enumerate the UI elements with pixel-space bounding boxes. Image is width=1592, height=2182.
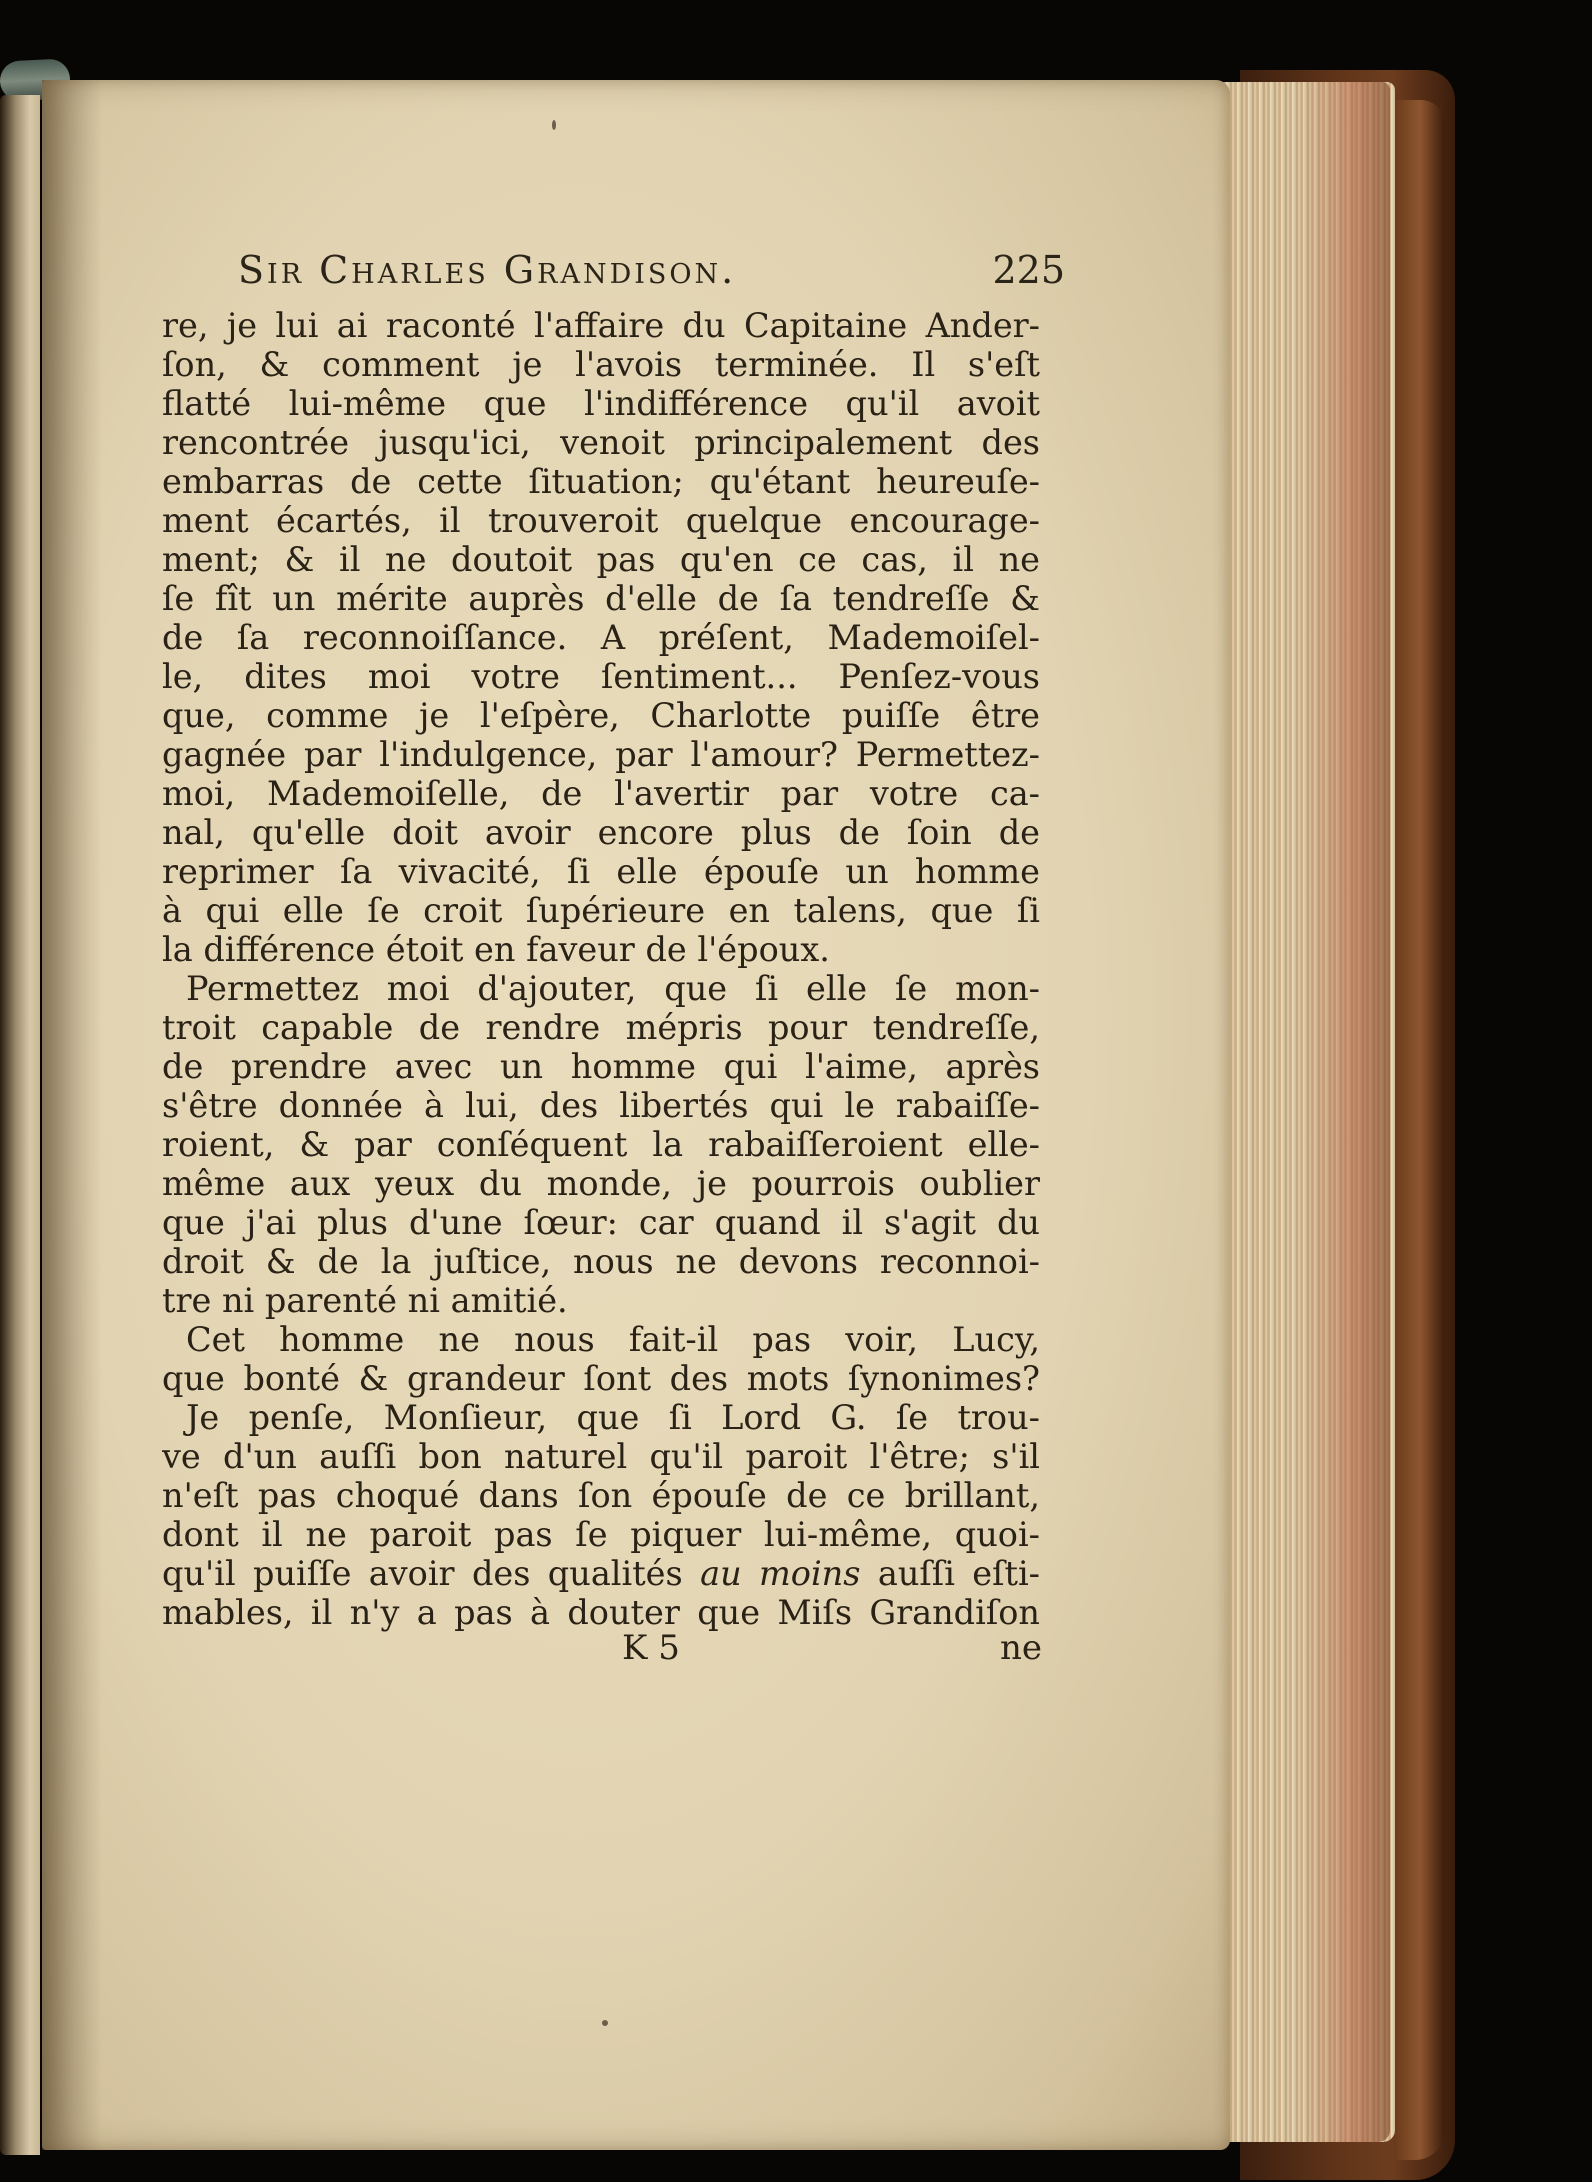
text-line: de ſa reconnoiſſance. A préſent, Mademoiſel- bbox=[162, 618, 1040, 657]
red-edge-tint bbox=[1300, 82, 1390, 2142]
text-line bbox=[162, 1554, 1040, 1593]
text-line: gagnée par l'indulgence, par l'amour? Permettez- bbox=[162, 735, 1040, 774]
paper-speck bbox=[552, 120, 556, 130]
running-head: Sir Charles Grandison. bbox=[238, 248, 737, 292]
cover-edge bbox=[1395, 100, 1445, 2160]
text-line: ſe fît un mérite auprès d'elle de ſa tendreſſe & bbox=[162, 579, 1040, 618]
text-line: ment; & il ne doutoit pas qu'en ce cas, il ne bbox=[162, 540, 1040, 579]
text-line: de prendre avec un homme qui l'aime, après bbox=[162, 1047, 1040, 1086]
italic-phrase: au moins bbox=[700, 1554, 861, 1593]
text-line: droit & de la juſtice, nous ne devons reconnoi- bbox=[162, 1242, 1040, 1281]
text-segment: auſſi eſti- bbox=[877, 1554, 1040, 1593]
book-page bbox=[42, 80, 1230, 2150]
text-line: flatté lui-même que l'indifférence qu'il avoit bbox=[162, 384, 1040, 423]
text-line: que bonté & grandeur ſont des mots ſynonimes? bbox=[162, 1359, 1040, 1398]
text-line: à qui elle ſe croit ſupérieure en talens, que ſi bbox=[162, 891, 1040, 930]
text-line: que j'ai plus d'une ſœur: car quand il s'agit du bbox=[162, 1203, 1040, 1242]
text-line: ment écartés, il trouveroit quelque encourage- bbox=[162, 501, 1040, 540]
text-line: embarras de cette ſituation; qu'étant heureuſe- bbox=[162, 462, 1040, 501]
text-line: la différence étoit en faveur de l'époux. bbox=[162, 930, 830, 969]
text-segment: qu'il puiſſe avoir des qualités bbox=[162, 1554, 683, 1593]
text-line: mables, il n'y a pas à douter que Miſs Grandiſon bbox=[162, 1593, 1040, 1632]
text-line: re, je lui ai raconté l'affaire du Capitaine Ander- bbox=[162, 306, 1040, 345]
text-line: dont il ne paroit pas ſe piquer lui-même, quoi- bbox=[162, 1515, 1040, 1554]
text-line: Cet homme ne nous fait-il pas voir, Lucy, bbox=[186, 1320, 1040, 1359]
previous-page-edge bbox=[0, 95, 40, 2155]
text-line: ve d'un auſſi bon naturel qu'il paroit l'être; s'il bbox=[162, 1437, 1040, 1476]
text-line: rencontrée jusqu'ici, venoit principalement des bbox=[162, 423, 1040, 462]
text-line: ſon, & comment je l'avois terminée. Il s'eſt bbox=[162, 345, 1040, 384]
text-line: Je penſe, Monſieur, que ſi Lord G. ſe trou- bbox=[186, 1398, 1040, 1437]
page-number: 225 bbox=[992, 248, 1065, 292]
text-line: que, comme je l'eſpère, Charlotte puiſſe être bbox=[162, 696, 1040, 735]
text-line: nal, qu'elle doit avoir encore plus de ſoin de bbox=[162, 813, 1040, 852]
text-line: le, dites moi votre ſentiment... Penſez-vous bbox=[162, 657, 1040, 696]
text-line: n'eſt pas choqué dans ſon épouſe de ce brillant, bbox=[162, 1476, 1040, 1515]
signature-mark: K 5 bbox=[622, 1628, 680, 1668]
gutter-shadow bbox=[42, 80, 102, 2150]
text-line: même aux yeux du monde, je pourrois oublier bbox=[162, 1164, 1040, 1203]
text-line: moi, Mademoiſelle, de l'avertir par votre ca- bbox=[162, 774, 1040, 813]
text-line: s'être donnée à lui, des libertés qui le rabaiſſe- bbox=[162, 1086, 1040, 1125]
paper-speck bbox=[602, 2020, 608, 2026]
text-line: roient, & par conſéquent la rabaiſſeroient elle- bbox=[162, 1125, 1040, 1164]
catchword: ne bbox=[999, 1628, 1042, 1668]
text-line: Permettez moi d'ajouter, que ſi elle ſe mon- bbox=[186, 969, 1040, 1008]
text-line: tre ni parenté ni amitié. bbox=[162, 1281, 568, 1320]
body-text bbox=[162, 306, 1040, 1632]
text-line: troit capable de rendre mépris pour tendreſſe, bbox=[162, 1008, 1040, 1047]
text-line: reprimer ſa vivacité, ſi elle épouſe un homme bbox=[162, 852, 1040, 891]
